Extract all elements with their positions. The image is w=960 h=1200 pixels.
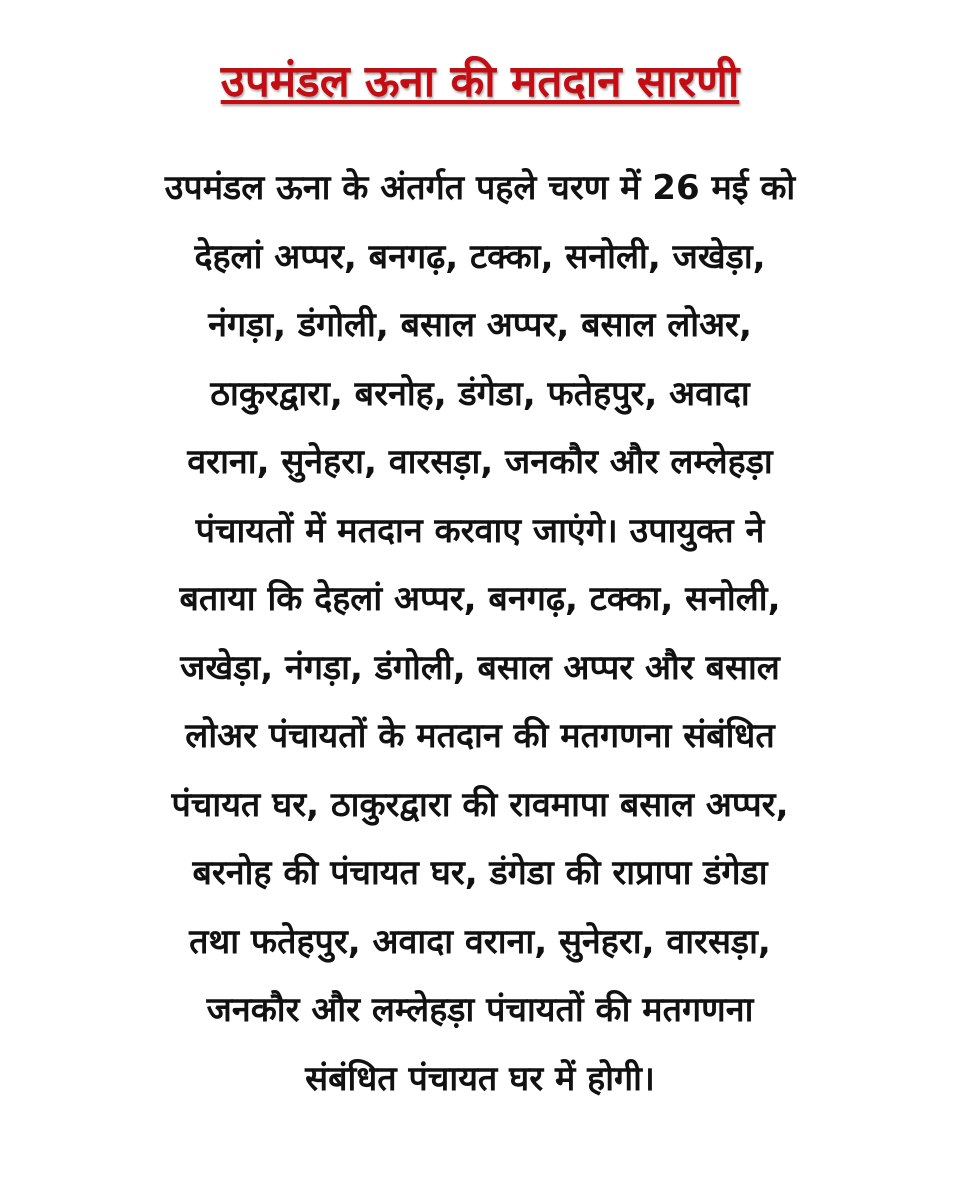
body-line: जनकौर और लम्लेहड़ा पंचायतों की मतगणना <box>206 990 754 1030</box>
body-line: तथा फतेहपुर, अवादा वराना, सुनेहरा, वारसड़ा, <box>189 921 771 962</box>
title-container <box>0 52 960 112</box>
body-line: ठाकुरद्वारा, बरनोह, डंगेडा, फतेहपुर, अवादा <box>210 373 750 414</box>
body-paragraph <box>40 154 920 1113</box>
body-line: नंगड़ा, डंगोली, बसाल अप्पर, बसाल लोअर, <box>208 305 752 345</box>
body-line: बरनोह की पंचायत घर, डंगेडा की राप्रापा डंगेडा <box>192 853 768 893</box>
body-line: पंचायत घर, ठाकुरद्वारा की रावमापा बसाल अप्पर, <box>171 784 789 825</box>
body-line: वराना, सुनेहरा, वारसड़ा, जनकौर और लम्लेहड़ा <box>187 442 773 482</box>
body-line: जखेड़ा, नंगड़ा, डंगोली, बसाल अप्पर और बसाल <box>180 647 780 688</box>
body-line: उपमंडल ऊना के अंतर्गत पहले चरण में 26 मई को <box>164 168 796 208</box>
body-line: संबंधित पंचायत घर में होगी। <box>305 1058 655 1099</box>
body-line: देहलां अप्पर, बनगढ़, टक्का, सनोली, जखेड़ा, <box>194 236 766 277</box>
body-line: लोअर पंचायतों के मतदान की मतगणना संबंधित <box>185 716 775 756</box>
page-title: उपमंडल ऊना की मतदान सारणी <box>220 56 740 107</box>
body-line: पंचायतों में मतदान करवाए जाएंगे। उपायुक्त ने <box>195 510 765 551</box>
body-line: बताया कि देहलां अप्पर, बनगढ़, टक्का, सनोली, <box>179 579 781 619</box>
